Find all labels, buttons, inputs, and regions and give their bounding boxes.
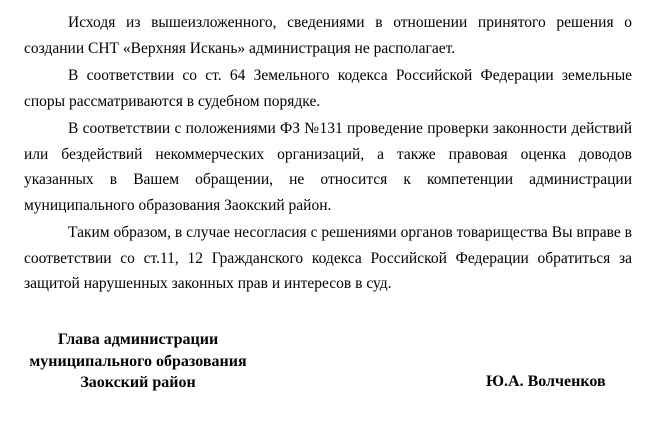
paragraph-land-code: В соответствии со ст. 64 Земельного кодекса Российской Федерации земельные споры рассматриваются в судебном порядке.	[24, 67, 632, 110]
signatory-position-line: Глава администрации	[57, 331, 219, 348]
signatory-position	[0, 329, 276, 394]
paragraph-competence: В соответствии с положениями ФЗ №131 проведение проверки законности действий или бездействий некоммерческих организаций, а также правовая оценка доводов указанных в Вашем обращении, не относится к компетенции администрации муниципального образования Заокский район.	[24, 120, 632, 214]
signatory-name: Ю.А. Волченков	[486, 373, 606, 390]
signatory-position-line: муниципального образования	[29, 352, 247, 370]
signatory-position-line: Заокский район	[80, 374, 196, 391]
letter-body	[24, 10, 632, 299]
paragraph-no-info: Исходя из вышеизложенного, сведениями в отношении принятого решения о создании СНТ «Верхняя Искань» администрация не располагает.	[24, 14, 632, 57]
paragraph-civil-code: Таким образом, в случае несогласия с решениями органов товарищества Вы вправе в соответствии со ст.11, 12 Гражданского кодекса Российской Федерации обратиться за защитой нарушенных законных прав и интересов в суд.	[24, 224, 632, 292]
